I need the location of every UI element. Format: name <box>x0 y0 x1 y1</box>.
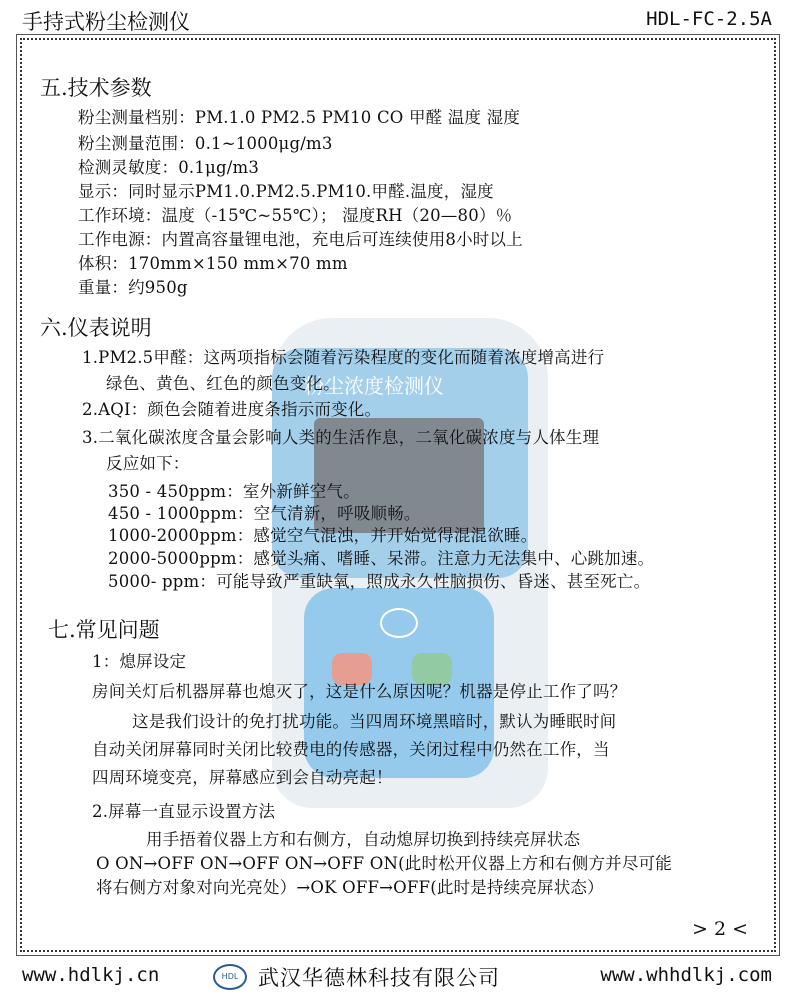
tech-line: 检测灵敏度：0.1μg/m3 <box>78 158 260 177</box>
faq-line: 这是我们设计的免打扰功能。当四周环境黑暗时，默认为睡眠时间 <box>132 712 617 731</box>
footer-url-left[interactable]: www.hdlkj.cn <box>22 964 160 986</box>
tech-line: 体积：170mm×150 mm×70 mm <box>78 254 348 273</box>
meter-line: 反应如下： <box>106 454 190 473</box>
faq-line: 将右侧方对象对向光亮处）→OK OFF→OFF(此时是持续亮屏状态） <box>96 878 604 897</box>
document-title: 手持式粉尘检测仪 <box>22 10 190 34</box>
meter-line: 2000-5000ppm：感觉头痛、嗜睡、呆滞。注意力无法集中、心跳加速。 <box>108 549 655 568</box>
tech-line: 工作环境：温度（-15℃~55℃）； 湿度RH（20—80）％ <box>78 206 513 225</box>
tech-line: 粉尘测量范围：0.1~1000μg/m3 <box>78 134 333 153</box>
watermark-device-text: 粉尘浓度检测仪 <box>304 374 444 398</box>
faq-line: 2.屏幕一直显示设置方法 <box>92 802 276 821</box>
tech-line: 粉尘测量档别：PM.1.0 PM2.5 PM10 CO 甲醛 温度 湿度 <box>78 108 521 127</box>
faq-line: 用手捂着仪器上方和右侧方，自动熄屏切换到持续亮屏状态 <box>146 830 581 849</box>
meter-line: 350 - 450ppm：室外新鲜空气。 <box>108 482 360 501</box>
meter-line: 450 - 1000ppm：空气清新，呼吸顺畅。 <box>108 504 421 523</box>
faq-line: 房间关灯后机器屏幕也熄灭了，这是什么原因呢？机器是停止工作了吗？ <box>92 682 627 701</box>
footer <box>0 960 800 1000</box>
meter-line: 1000-2000ppm：感觉空气混浊，并开始觉得混混欲睡。 <box>108 526 538 545</box>
tech-line: 重量：约950g <box>78 278 188 297</box>
section-heading-faq: 七.常见问题 <box>48 618 160 642</box>
footer-url-right[interactable]: www.whhdlkj.com <box>600 964 772 986</box>
page-number: > 2 < <box>691 918 748 940</box>
section-heading-tech: 五.技术参数 <box>40 76 152 100</box>
section-heading-meter: 六.仪表说明 <box>40 316 152 340</box>
model-number: HDL-FC-2.5A <box>646 8 772 30</box>
faq-line: 自动关闭屏幕同时关闭比较费电的传感器，关闭过程中仍然在工作，当 <box>92 740 610 759</box>
faq-line: O ON→OFF ON→OFF ON→OFF ON(此时松开仪器上方和右侧方并尽可能 <box>96 854 672 873</box>
company-logo-icon: HDL <box>213 964 247 990</box>
meter-line: 2.AQI：颜色会随着进度条指示而变化。 <box>82 400 382 419</box>
meter-line: 1.PM2.5甲醛：这两项指标会随着污染程度的变化而随着浓度增高进行 <box>82 348 605 367</box>
footer-company-name: 武汉华德林科技有限公司 <box>258 966 500 990</box>
tech-line: 工作电源：内置高容量锂电池，充电后可连续使用8小时以上 <box>78 230 523 249</box>
meter-line: 5000- ppm：可能导致严重缺氧，照成永久性脑损伤、昏迷、甚至死亡。 <box>108 572 651 591</box>
meter-line: 3.二氧化碳浓度含量会影响人类的生活作息，二氧化碳浓度与人体生理 <box>82 428 600 447</box>
faq-line: 1：熄屏设定 <box>92 652 187 671</box>
meter-line: 绿色、黄色、红色的颜色变化。 <box>106 374 340 393</box>
tech-line: 显示：同时显示PM1.0.PM2.5.PM10.甲醛.温度，湿度 <box>78 182 494 201</box>
faq-line: 四周环境变亮，屏幕感应到会自动亮起！ <box>92 768 393 787</box>
